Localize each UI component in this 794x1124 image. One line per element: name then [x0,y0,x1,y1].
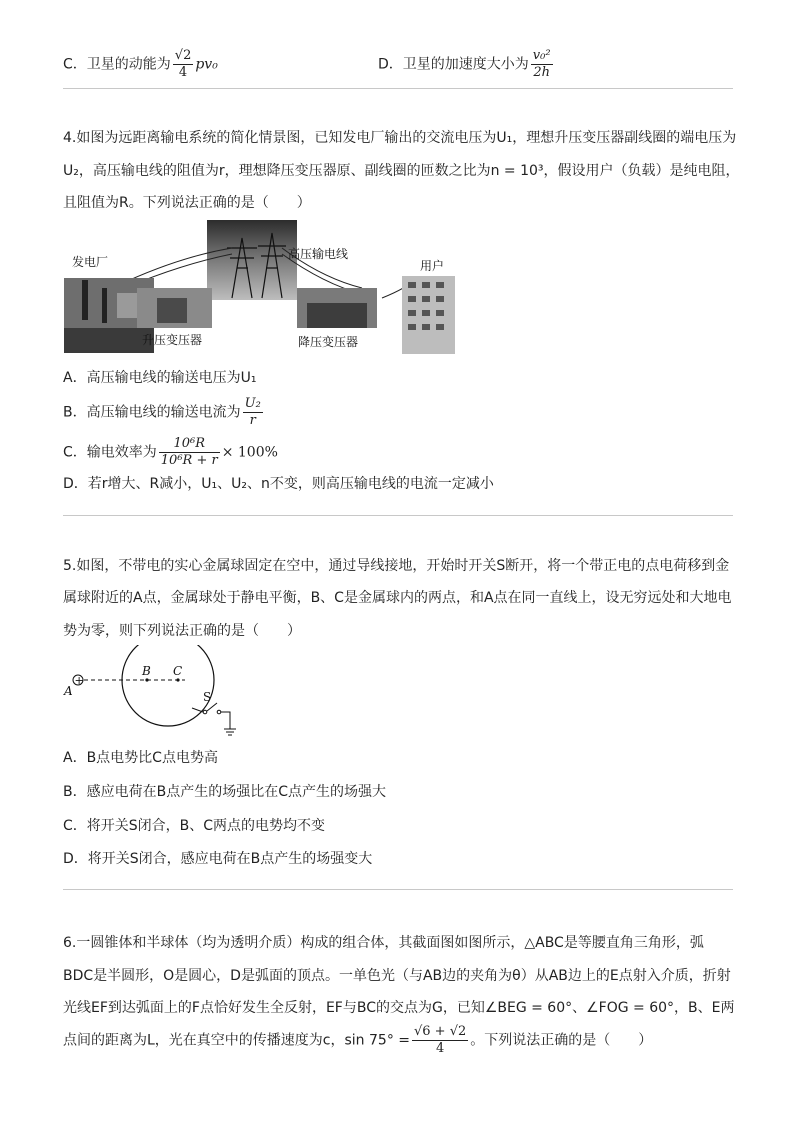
q5-option-a[interactable]: A．B点电势比C点电势高 [63,750,218,766]
q4-option-b-text: B．高压输电线的输送电流为 [63,404,241,421]
label-high-voltage-line: 高压输电线 [288,247,349,261]
label-step-up-transformer: 升压变压器 [142,333,203,347]
divider [63,88,733,89]
label-a: A [64,684,73,698]
q4-option-c-text: C．输电效率为 [63,444,157,461]
label-s: S [203,690,212,704]
q4-stem-line3: 且阻值为R。下列说法正确的是（ ） [63,195,311,211]
q5-stem-line3: 势为零，则下列说法正确的是（ ） [63,623,301,639]
q6-stem-line3: 光线EF到达弧面上的F点恰好发生全反射，EF与BC的交点为G，已知∠BEG = 60°、∠FOG = 60°，B、E两 [63,1000,735,1016]
q4-option-d[interactable]: D．若r增大、R减小，U₁、U₂、n不变，则高压输电线的电流一定减小 [63,476,494,492]
q6-line4-suffix: 。下列说法正确的是（ ） [470,1032,653,1049]
q4-figure-svg [62,218,457,355]
q4-stem-line1: 4.如图为远距离输电系统的简化情景图，已知发电厂输出的交流电压为U₁，理想升压变压器副线圈的端电压为 [63,130,737,146]
plus-sign: + [74,674,84,687]
divider [63,515,733,516]
tower-photo [207,220,297,300]
label-user: 用户 [420,259,445,273]
q6-stem-line2: BDC是半圆形，O是圆心，D是弧面的顶点。一单色光（与AB边的夹角为θ）从AB边上的E点射入介质，折射 [63,968,731,984]
q5-stem-line2: 属球附近的A点，金属球处于静电平衡，B、C是金属球内的两点，和A点在同一直线上，设无穷远处和大地电 [63,590,732,606]
q3-option-d[interactable] [378,48,555,81]
q4-stem-line2: U₂，高压输电线的阻值为r，理想降压变压器原、副线圈的匝数之比为n = 10³，假设用户（负载）是纯电阻， [63,163,740,179]
q3-option-c-text: C．卫星的动能为 [63,56,171,73]
q4-option-a[interactable]: A．高压输电线的输送电压为U₁ [63,370,257,386]
q3-option-d-fraction: $\frac{\text{v₀²}}{2h}$ [532,48,551,80]
label-step-down-transformer: 降压变压器 [298,335,359,349]
q6-line4-text: 点间的距离为L，光在真空中的传播速度为c，sin 75° = [63,1032,410,1049]
q5-option-b[interactable]: B．感应电荷在B点产生的场强比在C点产生的场强大 [63,784,386,800]
q6-sin75-fraction: $\frac{√6 + √2}{4}$ [414,1024,467,1056]
metal-sphere [122,645,214,726]
q3-option-c[interactable] [63,48,218,81]
q6-stem-line1: 6.一圆锥体和半球体（均为透明介质）构成的组合体，其截面图如图所示，△ABC是等腰直角三角形，弧 [63,935,704,951]
label-power-plant: 发电厂 [72,255,109,269]
q5-stem-line1: 5.如图，不带电的实心金属球固定在空中，通过导线接地，开始时开关S断开，将一个带正电的点电荷移到金 [63,558,730,574]
q4-option-c-fraction: $\frac{\text{10⁶R}}{\text{10⁶R + r}}$ [160,436,218,468]
q5-option-d[interactable]: D．将开关S闭合，感应电荷在B点产生的场强变大 [63,851,373,867]
q3-option-c-suffix: pv₀ [195,56,218,73]
switch-s [207,703,217,711]
q3-option-d-text: D．卫星的加速度大小为 [378,56,529,73]
q5-option-c[interactable]: C．将开关S闭合，B、C两点的电势均不变 [63,818,326,834]
q5-metal-sphere-figure [60,645,260,745]
label-c: C [173,664,183,678]
q4-option-b[interactable] [63,396,265,429]
q3-option-c-fraction: $\frac{√2}{4}$ [174,48,192,80]
q4-power-transmission-figure [62,218,457,355]
divider [63,889,733,890]
q6-stem-line4 [63,1024,652,1057]
label-b: B [142,664,151,678]
q4-option-c-suffix: × 100% [221,444,278,461]
q4-option-b-fraction: $\frac{\text{U₂}}{r}$ [244,396,261,428]
q4-option-c[interactable] [63,436,278,469]
